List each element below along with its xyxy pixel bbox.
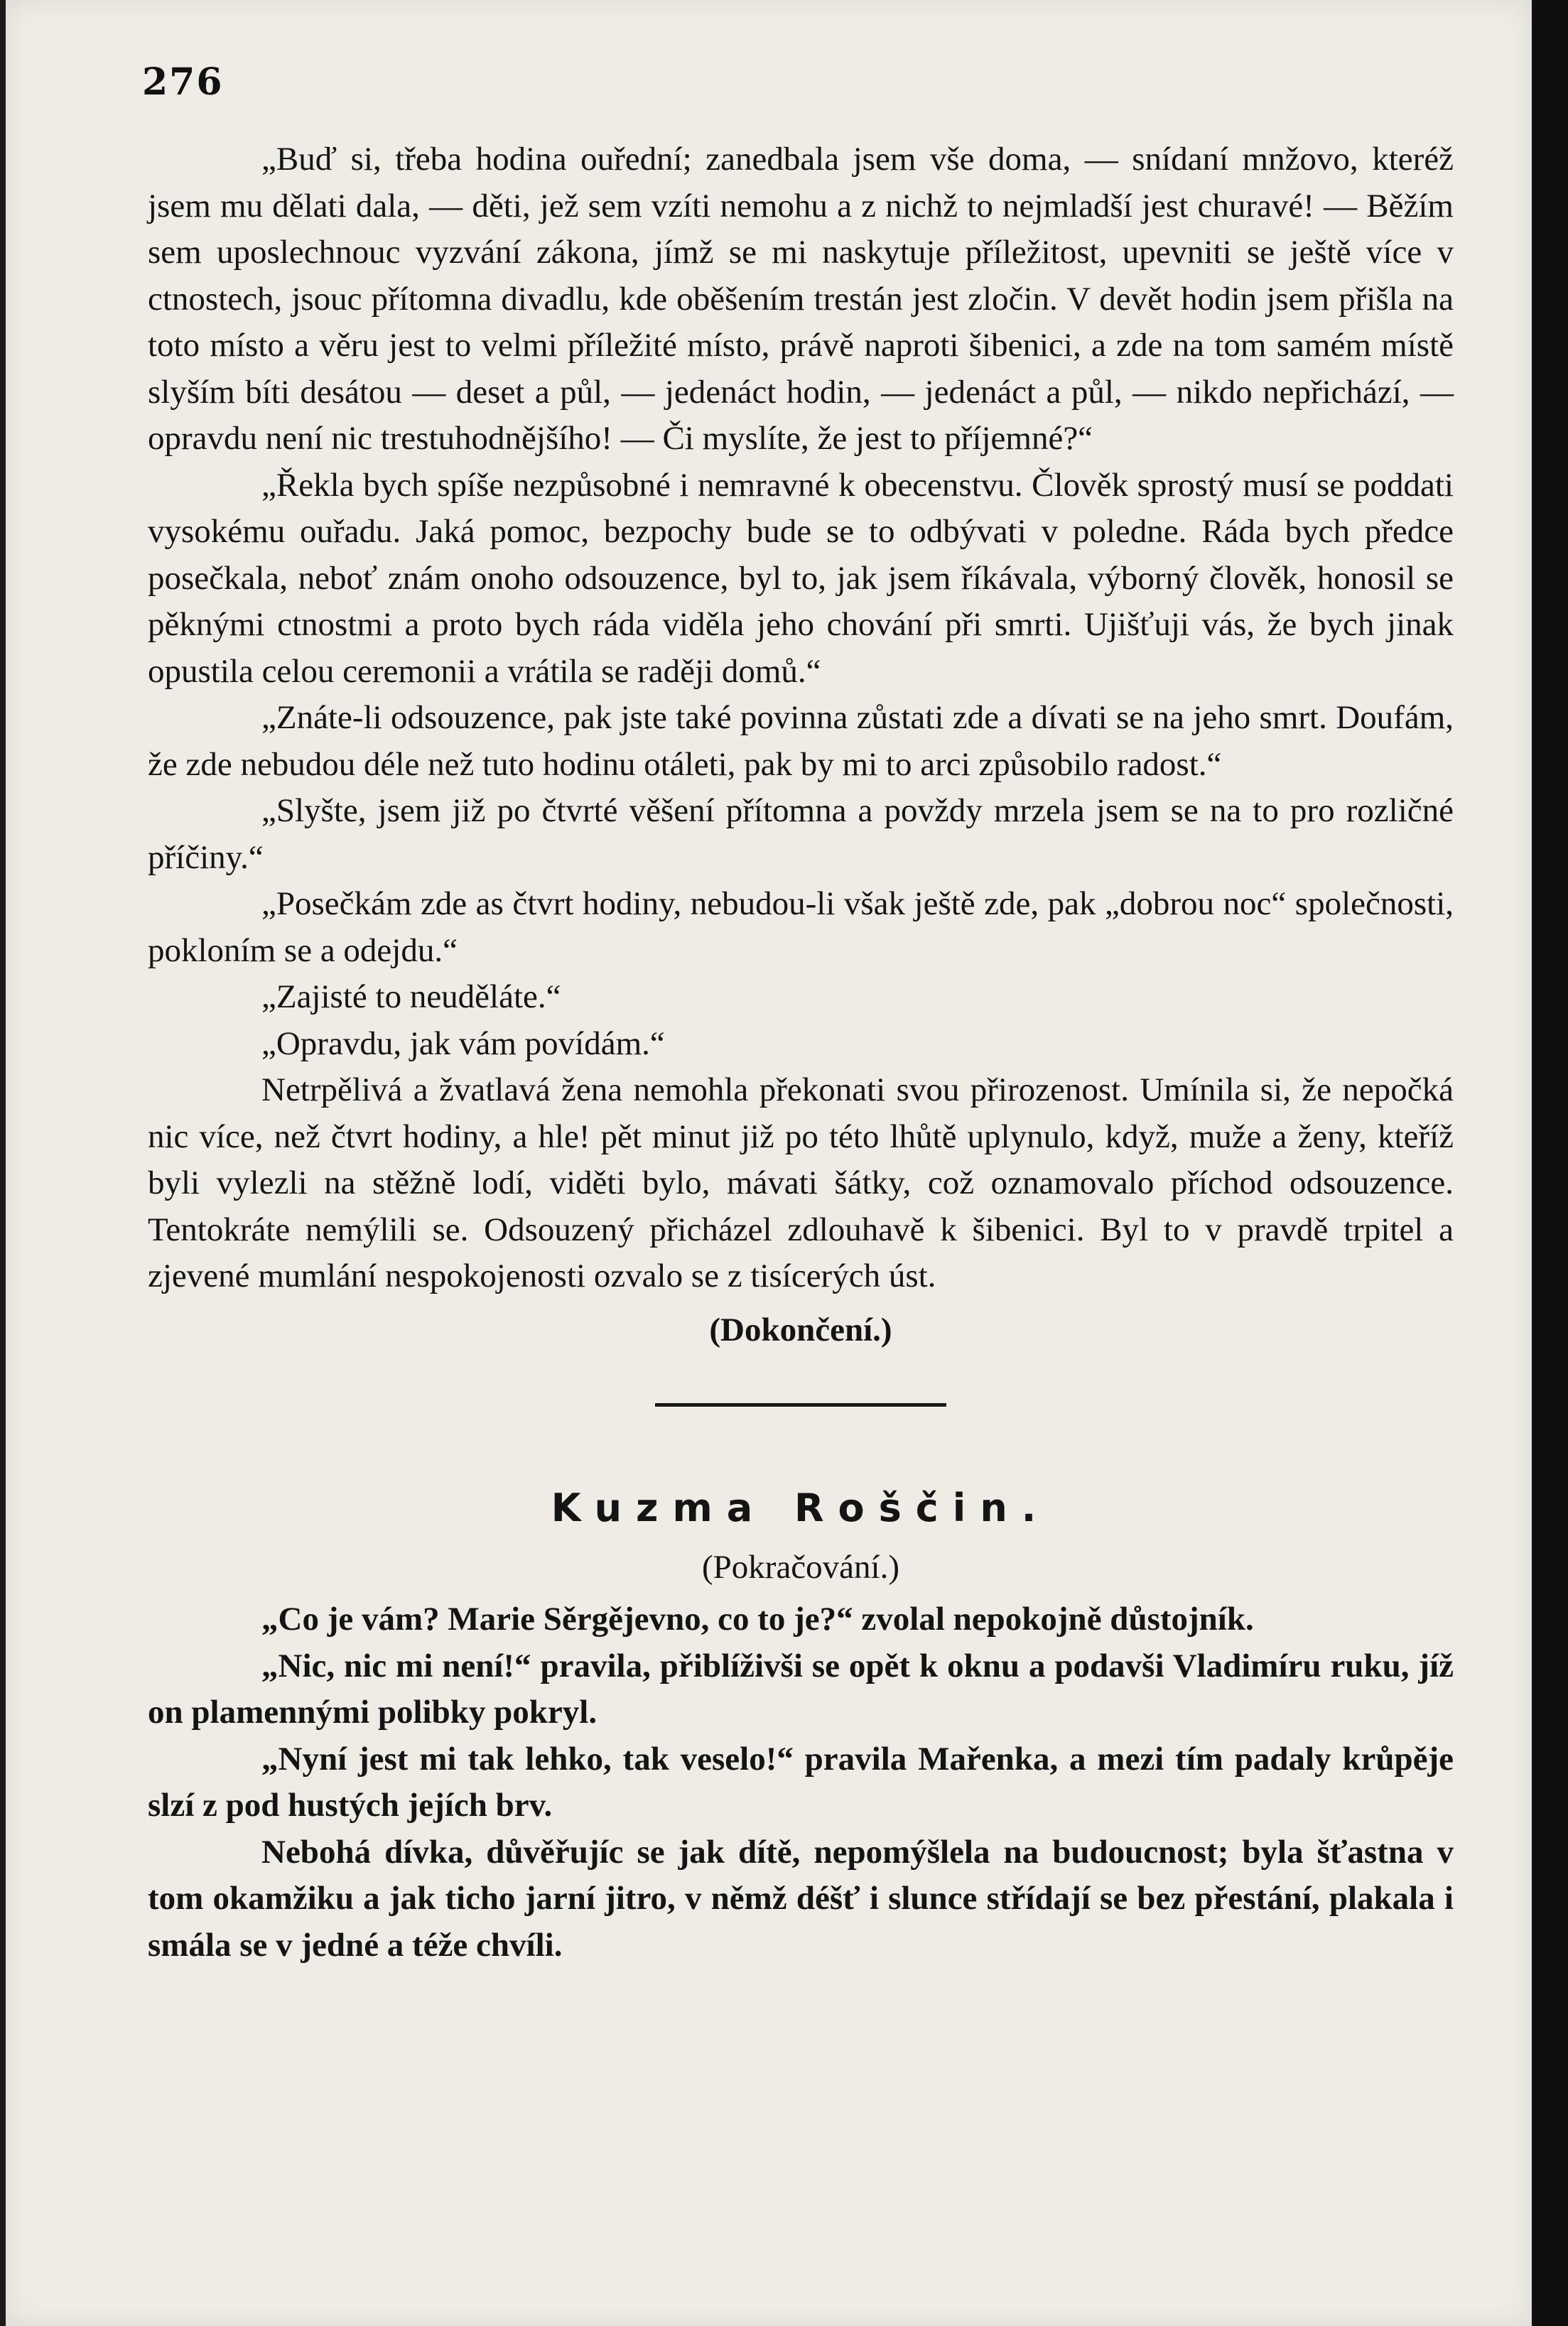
continuation-note: (Dokončení.) bbox=[709, 1311, 892, 1348]
paragraph: „Zajisté to neuděláte.“ bbox=[261, 978, 561, 1015]
paragraph: „Znáte-li odsouzence, pak jste také povinna zůstati zde a dívati se na jeho smrt. Doufám, že zde nebudou déle než tuto hodinu otáleti, pak by mi to arci způsobilo radost.“ bbox=[148, 699, 1454, 783]
page-edge-strip bbox=[1532, 0, 1568, 2326]
paragraph: Nebohá dívka, důvěřujíc se jak dítě, nepomýšlela na budoucnost; byla šťastna v tom okamžiku a jak ticho jarní jitro, v němž déšť i slunce střídají se bez přestání, plakala i smála se v jedné a téže chvíli. bbox=[148, 1833, 1454, 1964]
paragraph: Netrpělivá a žvatlavá žena nemohla překonati svou přirozenost. Umínila si, že nepočká nic více, než čtvrt hodiny, a hle! pět minut již po této lhůtě uplynulo, když, muže a ženy, kteříž byli vylezli na stěžně lodí, viděti bylo, mávati šátky, což oznamovalo příchod odsouzence. Tentokráte nemýlili se. Odsouzený přicházel zdlouhavě k šibenici. Byl to v pravdě trpitel a zjevené mumlání nespokojenosti ozvalo se z tisícerých úst. bbox=[148, 1071, 1454, 1294]
paragraph: „Nic, nic mi není!“ pravila, přiblíživši se opět k oknu a podavši Vladimíru ruku, jíž on plamennými polibky pokryl. bbox=[148, 1647, 1454, 1731]
paragraph: „Nyní jest mi tak lehko, tak veselo!“ pravila Mařenka, a mezi tím padaly krůpěje slzí z pod hustých jejích brv. bbox=[148, 1740, 1454, 1824]
section-divider bbox=[655, 1403, 946, 1407]
paragraph: „Řekla bych spíše nezpůsobné i nemravné k obecenstvu. Člověk sprostý musí se poddati vysokému ouřadu. Jaká pomoc, bezpochy bude se to odbývati v poledne. Ráda bych předce posečkala, neboť znám onoho odsouzence, byl to, jak jsem říkávala, výborný člověk, honosil se pěknými ctnostmi a proto bych ráda viděla jeho chování při smrti. Ujišťuji vás, že bych jinak opustila celou ceremonii a vrátila se raději domů.“ bbox=[148, 466, 1454, 690]
story-title: Kuzma Roščin. bbox=[551, 1486, 1051, 1530]
paragraph: „Buď si, třeba hodina ouřední; zanedbala jsem vše doma, — snídaní mnžovo, kteréž jsem mu dělati dala, — děti, jež sem vzíti nemohu a z nichž to nejmladší jest churavé! — Běžím sem uposlechnouc vyzvání zákona, jímž se mi naskytuje příležitost, upevniti se ještě více v ctnostech, jsouc přítomna divadlu, kde oběšením trestán jest zločin. V devět hodin jsem přišla na toto místo a věru jest to velmi příležité místo, právě naproti šibenici, a zde na tom samém místě slyším bíti desátou — deset a půl, — jedenáct hodin, — jedenáct a půl, — nikdo nepřichází, — opravdu není nic trestuhodnějšího! — Či myslíte, že jest to příjemné?“ bbox=[148, 141, 1454, 457]
paragraph: „Slyšte, jsem již po čtvrté věšení přítomna a povždy mrzela jsem se na to pro rozličné příčiny.“ bbox=[148, 792, 1454, 876]
page-number: 276 bbox=[142, 60, 224, 104]
paragraph: „Co je vám? Marie Sěrgějevno, co to je?“ zvolal nepokojně důstojník. bbox=[261, 1601, 1254, 1638]
page-text-body bbox=[148, 136, 1454, 1969]
story-subtitle: (Pokračování.) bbox=[702, 1548, 899, 1586]
paragraph: „Posečkám zde as čtvrt hodiny, nebudou-li však ještě zde, pak „dobrou noc“ společnosti, pokloním se a odejdu.“ bbox=[148, 885, 1454, 969]
paragraph: „Opravdu, jak vám povídám.“ bbox=[261, 1024, 665, 1062]
